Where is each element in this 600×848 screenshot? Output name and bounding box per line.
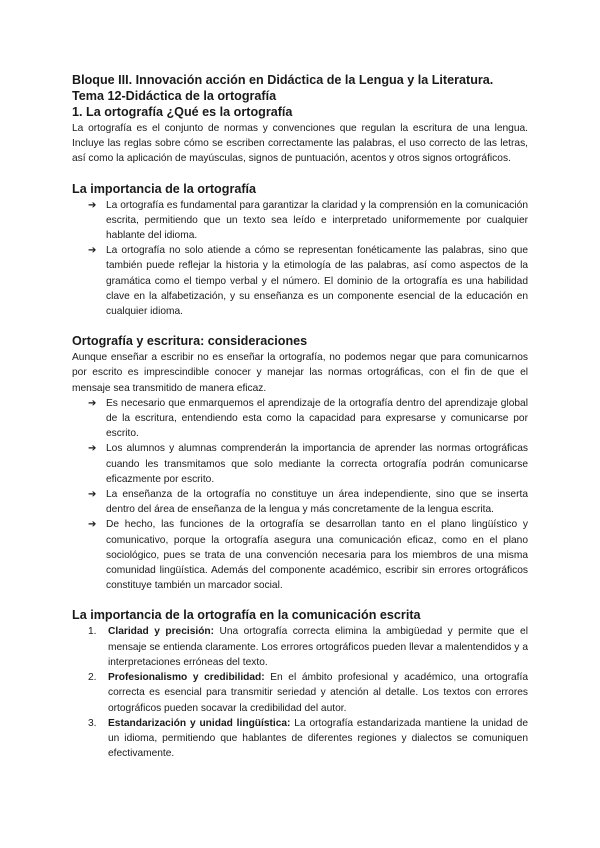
- list-item-text: La ortografía no solo atiende a cómo se representan fonéticamente las palabras, sino que también puede reflejar la historia y la etimología de las palabras, así como aspectos de la gramática como el tiempo verbal y el número. El dominio de la ortografía es una habilidad clave en la alfabetización, y su enseñanza es un componente esencial de la educación en cualquier idioma.: [106, 245, 528, 318]
- arrow-right-icon: ➔: [88, 489, 97, 501]
- list-number: 2.: [88, 672, 97, 684]
- list-item-text: En el ámbito profesional y académico, una ortografía correcta es esencial para transmitir seriedad y atención al detalle. Los textos con errores ortográficos pueden socavar la credibilidad del autor.: [108, 672, 528, 714]
- list-item-text: Los alumnos y alumnas comprenderán la importancia de aprender las normas ortográficas cuando les transmitamos que solo mediante la correcta ortografía podrán comunicarse eficazmente por escrito.: [106, 443, 528, 485]
- list-item: [88, 716, 528, 762]
- list-item-term: Profesionalismo y credibilidad:: [108, 672, 265, 684]
- list-item-text: La ortografía es fundamental para garantizar la claridad y la comprensión en la comunicación escrita, permitiendo que un texto sea leído e interpretado uniformemente por cualquier hablante del idioma.: [106, 199, 528, 242]
- list-item-term: Claridad y precisión:: [108, 626, 215, 638]
- list-item-text: Es necesario que enmarquemos el aprendizaje de la ortografía dentro del aprendizaje global de la escritura, entendiendo esta como la capacidad para expresarse y comunicarse por escrito.: [106, 397, 528, 440]
- arrow-right-icon: ➔: [88, 443, 97, 455]
- list-item: [88, 487, 528, 517]
- list-item-text: La ortografía estandarizada mantiene la unidad de un idioma, permitiendo que hablantes de diferentes regiones y dialectos se comuniquen efectivamente.: [108, 717, 529, 760]
- section3-paragraph: Aunque enseñar a escribir no es enseñar la ortografía, no podemos negar que para comunicarnos por escrito es imprescindible conocer y manejar las normas ortográficas, con el fin de que el mensaje sea transmitido de manera eficaz.: [72, 352, 528, 394]
- list-item-text: La enseñanza de la ortografía no constituye un área independiente, sino que se inserta dentro del área de enseñanza de la lengua y más concretamente de la lengua escrita.: [106, 489, 528, 516]
- section4-list: [72, 624, 528, 761]
- list-item: [88, 517, 528, 593]
- arrow-right-icon: ➔: [88, 199, 97, 211]
- list-item: [88, 243, 528, 319]
- list-item: [88, 396, 528, 442]
- list-item-text: De hecho, las funciones de la ortografía se desarrollan tanto en el plano lingüístico y comunicativo, porque la ortografía asegura una comunicación eficaz, como en el plano sociológico, pues se trata de una convención necesaria para los miembros de una misma comunidad lingüística. Además del componente académico, escribir sin errores ortográficos constituye también un marcador social.: [106, 519, 528, 592]
- list-item-term: Estandarización y unidad lingüística:: [108, 717, 291, 729]
- list-number: 1.: [88, 626, 97, 638]
- section3-list: [72, 396, 528, 594]
- section4-heading: La importancia de la ortografía en la comunicación escrita: [72, 608, 421, 623]
- section2-heading: La importancia de la ortografía: [72, 181, 257, 196]
- section1-heading: 1. La ortografía ¿Qué es la ortografía: [72, 105, 293, 119]
- list-item: [88, 670, 528, 716]
- arrow-right-icon: ➔: [88, 519, 97, 531]
- section2-list: [72, 198, 528, 320]
- block-title: Bloque III. Innovación acción en Didáctica de la Lengua y la Literatura.: [72, 73, 494, 87]
- list-item: [88, 198, 528, 244]
- list-number: 3.: [88, 717, 97, 729]
- arrow-right-icon: ➔: [88, 245, 97, 257]
- list-item-text: Una ortografía correcta elimina la ambigüedad y permite que el mensaje se entienda claramente. Los errores ortográficos pueden llevar a malentendidos y a interpretaciones erróneas del texto.: [108, 626, 528, 668]
- section1-paragraph: La ortografía es el conjunto de normas y convenciones que regulan la escritura de una lengua. Incluye las reglas sobre cómo se escriben correctamente las palabras, el uso correcto de las letras, así como la aplicación de mayúsculas, signos de puntuación, acentos y otros signos ortográficos.: [72, 123, 528, 165]
- list-item: [88, 441, 528, 487]
- arrow-right-icon: ➔: [88, 397, 97, 409]
- list-item: [88, 624, 528, 670]
- section3-heading: Ortografía y escritura: consideraciones: [72, 334, 308, 349]
- topic-title: Tema 12-Didáctica de la ortografía: [72, 89, 277, 103]
